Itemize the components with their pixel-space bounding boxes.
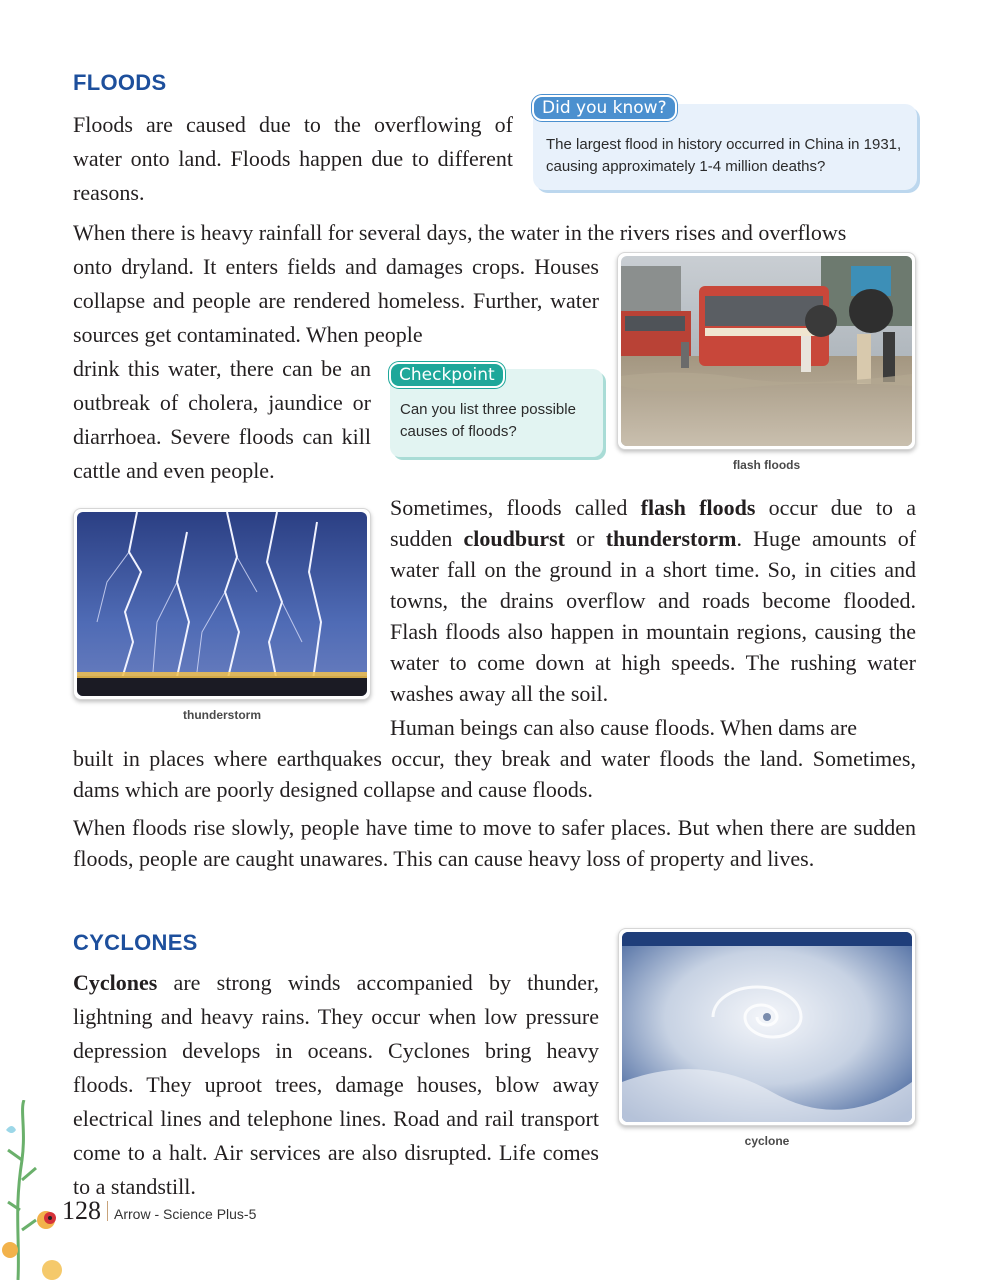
floods-para2-narrow: drink this water, there can be an outbreak of cholera, jaundice or diarrhoea. Severe floods can kill cattle and even people.: [73, 356, 371, 483]
floral-decoration-icon: [0, 1100, 70, 1280]
flash-floods-image: [621, 256, 912, 446]
section-heading-cyclones: CYCLONES: [73, 930, 198, 955]
flash-floods-text-1: Sometimes, floods called: [390, 495, 641, 520]
page-number: 128: [62, 1196, 101, 1225]
flash-floods-photo: [617, 252, 916, 450]
slow-floods-paragraph: When floods rise slowly, people have time to move to safer places. But when there are sudden floods, people are caught unawares. This can cause heavy loss of property and lives.: [73, 815, 916, 871]
flash-floods-text-2: occur due to a sudden: [390, 495, 916, 551]
human-causes-line1: Human beings can also cause floods. When dams are: [390, 715, 857, 740]
cloudburst-term: cloudburst: [463, 526, 565, 551]
footer-divider: [107, 1201, 108, 1221]
human-causes-paragraph: built in places where earthquakes occur, they break and water floods the land. Sometimes, dams which are poorly designed collapse and cause floods.: [73, 746, 916, 802]
flash-floods-term: flash floods: [640, 495, 756, 520]
cyclones-paragraph: [73, 966, 599, 1204]
checkpoint-text: Can you list three possible causes of floods?: [400, 401, 576, 440]
thunderstorm-caption: thunderstorm: [183, 708, 261, 722]
did-you-know-text: The largest flood in history occurred in China in 1931, causing approximately 1-4 million deaths?: [546, 136, 902, 175]
cyclones-text: are strong winds accompanied by thunder, lightning and heavy rains. They occur when low pressure depression develops in oceans. Cyclones bring heavy floods. They uproot trees, damage houses, blow away electrical lines and telephone lines. Road and rail transport come to a halt. Air services are also disrupted. Life comes to a standstill.: [73, 970, 599, 1199]
thunderstorm-photo: [73, 508, 371, 700]
book-title: Arrow - Science Plus-5: [114, 1206, 257, 1222]
cyclone-caption: cyclone: [744, 1134, 790, 1148]
floods-para2-line1: When there is heavy rainfall for several days, the water in the rivers rises and overflows: [73, 220, 847, 245]
thunderstorm-term: thunderstorm: [605, 526, 737, 551]
did-you-know-label: Did you know?: [532, 95, 677, 121]
flash-floods-text-3: or: [565, 526, 606, 551]
thunderstorm-image: [77, 512, 367, 696]
flash-floods-text-4: . Huge amounts of water fall on the ground in a short time. So, in cities and towns, the drains overflow and roads become flooded. Flash floods also happen in mountain regions, causing the water to come down at high speeds. The rushing water washes away all the soil.: [390, 526, 917, 706]
flash-floods-caption: flash floods: [732, 458, 801, 472]
floods-intro-paragraph: Floods are caused due to the overflowing of water onto land. Floods happen due to different reasons.: [73, 112, 513, 205]
flash-floods-paragraph: [390, 492, 916, 709]
floods-para2-continued: onto dryland. It enters fields and damages crops. Houses collapse and people are rendered homeless. Further, water sources get contaminated. When people: [73, 254, 599, 347]
cyclone-photo: [618, 928, 916, 1126]
section-heading-floods: FLOODS: [73, 70, 167, 95]
checkpoint-label: Checkpoint: [389, 362, 505, 388]
cyclones-term: Cyclones: [73, 970, 158, 995]
cyclone-image: [622, 932, 912, 1122]
page-footer: [62, 1196, 256, 1226]
